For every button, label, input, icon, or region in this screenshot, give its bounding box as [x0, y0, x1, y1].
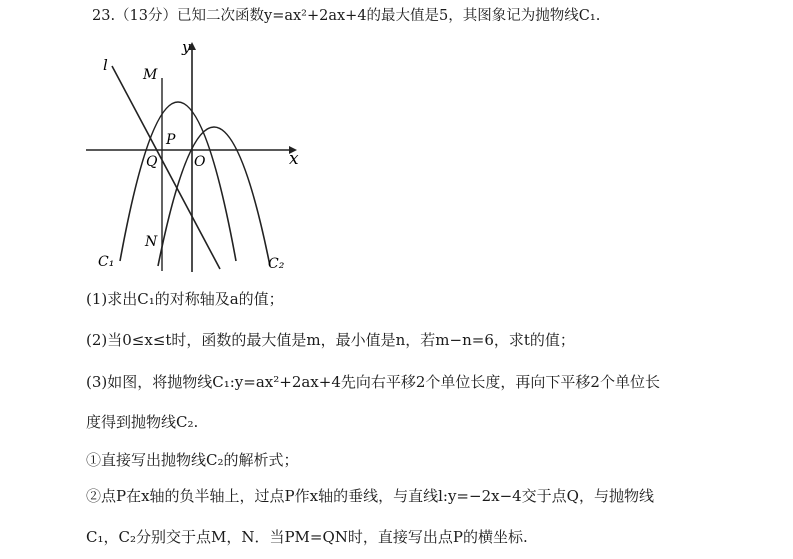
question-3-line-1: (3)如图，将抛物线C₁:y=ax²+2ax+4先向右平移2个单位长度，再向下平移2个单位长 — [86, 373, 660, 391]
origin-label: O — [194, 154, 206, 170]
point-N-label: N — [145, 234, 158, 250]
y-axis-label: y — [182, 38, 191, 56]
question-3-part-1: ①直接写出抛物线C₂的解析式； — [86, 451, 299, 469]
curve-C1-label: C₁ — [98, 254, 115, 270]
parabola-figure — [86, 36, 301, 273]
figure-svg — [86, 36, 301, 273]
line-l-label: l — [103, 56, 108, 74]
point-Q-label: Q — [146, 154, 158, 170]
problem-header: 23.（13分）已知二次函数y=ax²+2ax+4的最大值是5，其图象记为抛物线C₁. — [92, 8, 601, 24]
point-P-label: P — [166, 132, 176, 148]
question-2: (2)当0≤x≤t时，函数的最大值是m，最小值是n，若m−n=6，求t的值； — [86, 331, 575, 349]
question-1: (1)求出C₁的对称轴及a的值； — [86, 290, 284, 308]
question-3-line-2: 度得到抛物线C₂. — [86, 413, 199, 431]
question-3-part-2-line-2: C₁，C₂分别交于点M，N．当PM=QN时，直接写出点P的横坐标. — [86, 528, 528, 546]
point-M-label: M — [143, 67, 158, 83]
x-axis-label: x — [289, 149, 299, 169]
question-3-part-2-line-1: ②点P在x轴的负半轴上，过点P作x轴的垂线，与直线l:y=−2x−4交于点Q，与抛物线 — [86, 487, 654, 505]
parabola-C1 — [120, 102, 236, 261]
curve-C2-label: C₂ — [268, 256, 285, 272]
